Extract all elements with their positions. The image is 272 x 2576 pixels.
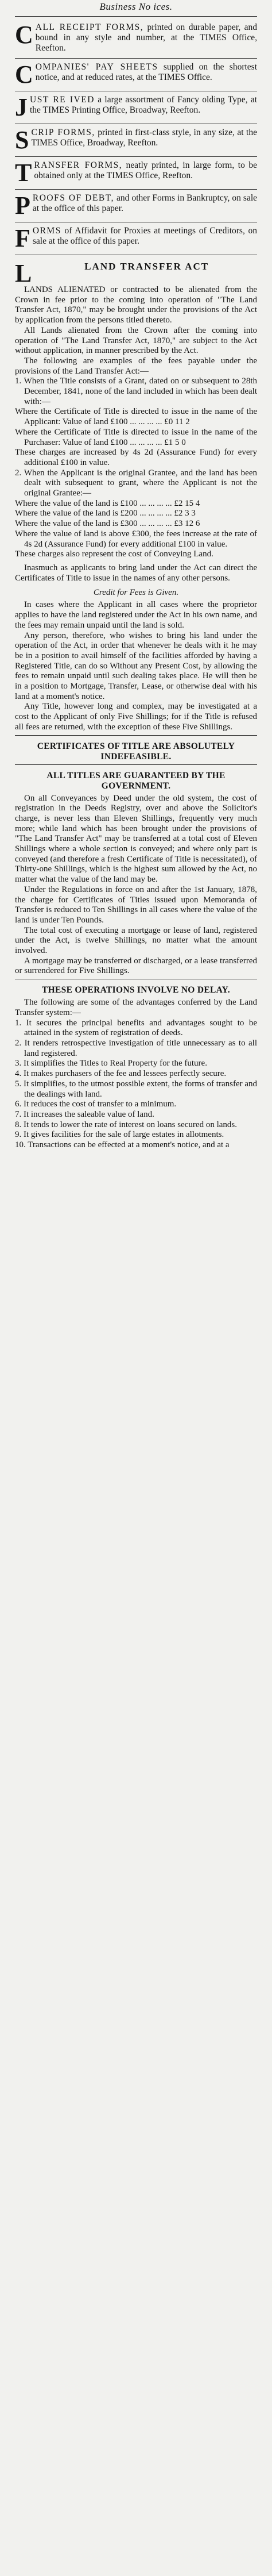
fee-line: Where the value of the land is £200 ... ... ... ... £2 3 3 [15,509,196,518]
drop-cap: T [15,159,32,187]
advantage-item: 10. Transactions can be effected at a moment's notice, and at a [15,1140,230,1150]
advantage-item: 5. It simplifies, to the utmost possible extent, the forms of transfer and the dealings with land. [15,1079,258,1099]
intro-paragraph: All Lands alienated from the Crown after the coming into operation of "The Land Transfer Act, 1870," are subject to the Act without application, in manner prescribed by the Act. [15,325,257,356]
ad-text: neatly printed, in large form, to be obtained only at the TIMES Office, Reefton. [34,160,257,180]
ad-lead: ALL RECEIPT FORMS, [35,22,144,32]
advantage-item: 7. It increases the saleable value of land. [15,1109,154,1119]
advertisement [15,19,257,59]
ad-text: printed in first-class style, in any size, at the TIMES Office, Broadway, Reefton. [31,128,257,148]
advantage-item: 9. It gives facilities for the sale of large estates in allotments. [15,1130,224,1140]
guarantee-paragraphs [15,794,257,977]
operations-heading: THESE OPERATIONS INVOLVE NO DELAY. [42,985,230,995]
ad-text: of Affidavit for Proxies at meetings of Creditors, on sale at the office of this paper. [32,226,257,246]
article-title [15,255,257,287]
drop-cap: S [15,126,29,154]
fee-line: 2. When the Applicant is the original Grantee, and the land has been dealt with subsequent to grant, where the Applicant is not the original Grantee:— [15,468,257,498]
credit-paragraph: Any person, therefore, who wishes to bring his land under the operation of the Act, in order that whenever he deals with it he may be in a position to avail himself of the facilities afforded by having a Registered Title, can do so Without any Present Cost, by allowing the fees to remain unpaid until such dealing takes place. He will then be in a position to Mortgage, Transfer, Lease, or otherwise deal with his land at a moment's notice. [15,630,257,701]
advantage-item: 6. It reduces the cost of transfer to a minimum. [15,1099,177,1109]
divider [15,735,257,736]
advertisement [15,157,257,190]
guarantee-paragraph: The total cost of executing a mortgage or lease of land, registered under the Act, is twelve Shillings, no matter what the amount involved. [15,925,257,956]
ad-text: printed on durable paper, and bound in any style and number, at the TIMES Office, Reefton. [35,22,257,53]
intro-paragraph: LANDS ALIENATED or contracted to be alienated from the Crown in fee prior to the coming into operation of "The Land Transfer Act, 1870," may be brought under the provisions of the Act by application from the persons titled thereto. [15,285,257,325]
land-transfer-article [15,255,257,1151]
article-title-text: LAND TRANSFER ACT [84,261,209,272]
guarantee-heading: ALL TITLES ARE GUARANTEED BY THE GOVERNMENT. [46,770,226,791]
fee-line: 1. When the Title consists of a Grant, dated on or subsequent to 28th December, 1841, none of the land included in which has been dealt with:— [15,376,257,406]
credit-paragraphs [15,600,257,732]
advertisement [15,190,257,222]
advertisement [15,222,257,255]
advertisement [15,91,257,124]
advantage-item: 3. It simplifies the Titles to Real Property for the future. [15,1059,207,1068]
advantage-item: 8. It tends to lower the rate of interest on loans secured on lands. [15,1120,237,1129]
fee-line: Where the Certificate of Title is directed to issue in the name of the Applicant: Value of land £100 ... ... ... ... £0 11 2 [15,407,257,427]
advertisement [15,59,257,91]
fee-line: These charges are increased by 4s 2d (Assurance Fund) for every additional £100 in value. [15,448,257,467]
guarantee-paragraph: Under the Regulations in force on and after the 1st January, 1878, the charge for Certificates of Titles issued upon Memoranda of Transfer is reduced to Ten Shillings in all cases where the value of the land is under Ten Pounds. [15,885,257,925]
credit-paragraph: Any Title, however long and complex, may be investigated at a cost to the Applicant of only Five Shillings; for if the Title is refused all fees are returned, with the exception of these Five Shillings. [15,702,257,732]
drop-cap: P [15,191,30,220]
ad-lead: RANSFER FORMS, [34,160,123,170]
intro-paragraphs [15,285,257,376]
fee-line: These charges also represent the cost of Conveying Land. [15,549,213,559]
drop-cap: J [15,93,28,121]
ad-text: and other Forms in Bankruptcy, on sale at the office of this paper. [32,193,258,213]
fee-line: Where the value of land is above £300, the fees increase at the rate of 4s 2d (Assurance Fund) for every additional £100 in value. [15,529,257,549]
operations-intro: The following are some of the advantages conferred by the Land Transfer system:— [15,998,257,1017]
divider [15,16,257,17]
advantages-list [15,1018,257,1151]
advantage-item: 4. It makes purchasers of the fee and lessees perfectly secure. [15,1069,227,1079]
drop-cap: F [15,224,30,252]
guarantee-paragraph: On all Conveyances by Deed under the old system, the cost of registration in the Deeds Registry, over and above the Solicitor's charge, is never less than Eleven Shillings, frequently very much more; while land which has been brought under the provisions of "The Land Transfer Act" may be transferred at a total cost of Eleven Shillings where a whole section is conveyed; and where only part is conveyed (and therefore a fresh Certificate of Title is necessitated), of Thirty-one Shillings, which is the highest sum allowed by the Act, no matter what the value of the land may be. [15,793,257,885]
ad-text: a large assortment of Fancy olding Type, at the TIMES Printing Office, Broadway, Reefton. [30,95,258,115]
guarantee-paragraph: A mortgage may be transferred or discharged, or a lease transferred or surrendered for Five Shillings. [15,956,257,976]
advertisement [15,124,257,157]
intro-paragraph: The following are examples of the fees payable under the provisions of the Land Transfer Act:— [15,356,257,376]
paragraph-inasmuch: Inasmuch as applicants to bring land under the Act can direct the Certificates of Title to issue in the names of any other persons. [15,563,257,583]
ad-lead: ROOFS OF DEBT, [32,193,114,203]
ad-lead: UST RE IVED [30,95,95,105]
fee-line: Where the Certificate of Title is directed to issue in the name of the Purchaser: Value of land £100 ... ... ... ... £1 5 0 [15,427,257,447]
ad-text: supplied on the shortest notice, and at reduced rates, at the TIMES Office. [35,62,258,82]
divider [15,764,257,765]
section-header: Business No ices. [99,1,173,12]
advantage-item: 2. It renders retrospective investigation of title unnecessary as to all land registered. [15,1039,257,1058]
advertisements [15,19,257,255]
ad-lead: CRIP FORMS, [31,128,95,137]
ad-lead: OMPANIES' PAY SHEETS [35,62,158,72]
credit-paragraph: In cases where the Applicant in all cases where the proprietor applies to have the land registered under the Act in his own name, and the fees may remain unpaid until the land is sold. [15,600,257,630]
fee-examples [15,376,257,560]
fee-line: Where the value of the land is £100 ... ... ... ... £2 15 4 [15,498,200,508]
drop-cap: C [15,60,33,89]
ad-lead: ORMS [32,226,61,236]
drop-cap: C [15,21,33,49]
credit-heading: Credit for Fees is Given. [93,588,179,598]
certificates-heading: CERTIFICATES OF TITLE ARE ABSOLUTELY INDEFEASIBLE. [37,741,235,762]
advantage-item: 1. It secures the principal benefits and advantages sought to be attained in the system of registration of deeds. [15,1018,257,1038]
drop-cap: L [15,259,33,287]
fee-line: Where the value of the land is £300 ... ... ... ... £3 12 6 [15,519,200,529]
